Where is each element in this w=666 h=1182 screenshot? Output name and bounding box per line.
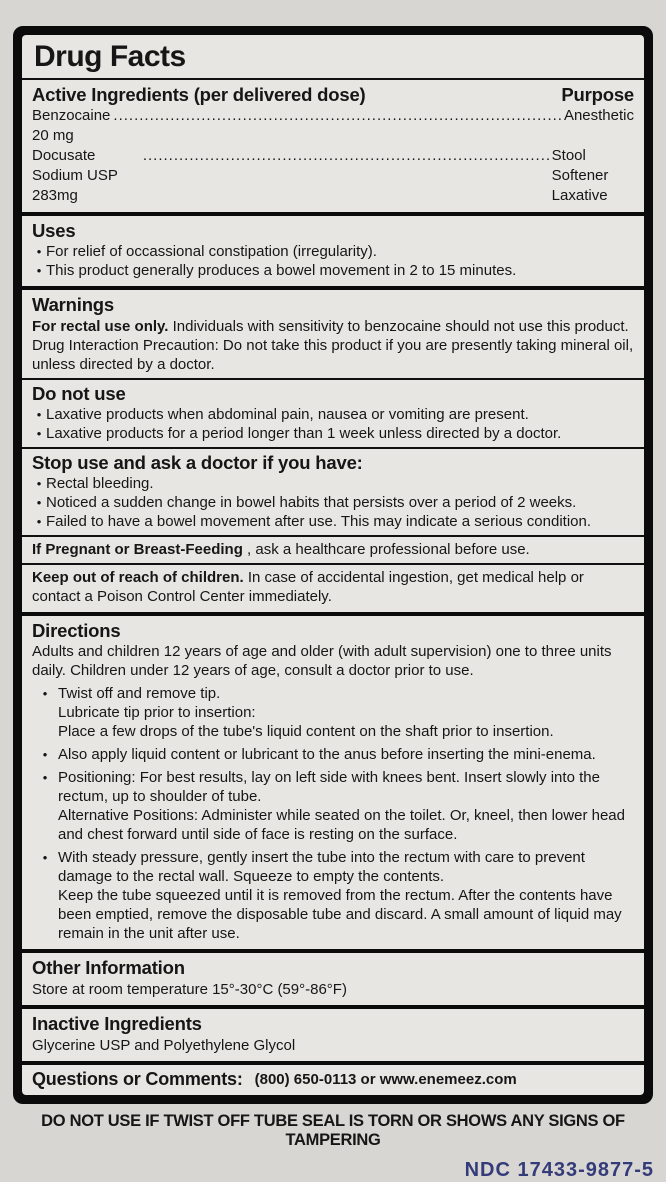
bullet-icon: • <box>36 514 42 529</box>
inactive-ingredients-heading: Inactive Ingredients <box>32 1013 202 1034</box>
dotted-leader <box>113 106 561 126</box>
bullet-icon: • <box>36 407 42 422</box>
storage-instructions: Store at room temperature 15°-30°C (59°-86°F) <box>32 981 347 998</box>
warnings-rectal-use: For rectal use only. Individuals with sensitivity to benzocaine should not use this product. Drug Interaction Precaution: Do not take this product if you are presently taking mineral oil, unless directed by a doctor. <box>32 318 634 373</box>
ingredient-purpose: Stool Softener Laxative <box>551 147 609 204</box>
keep-out-bold: Keep out of reach of children. <box>32 569 244 586</box>
uses-bullet: • For relief of occassional constipation (irregularity). <box>32 242 634 261</box>
do-not-use-bullet: • Laxative products for a period longer than 1 week unless directed by a doctor. <box>32 424 634 443</box>
keep-out-of-reach-warning: Keep out of reach of children. In case of accidental ingestion, get medical help or contact a Poison Control Center immediately. <box>32 569 584 605</box>
ndc-code: NDC 17433-9877-5 <box>464 1159 654 1181</box>
divider <box>22 78 644 80</box>
bullet-icon: • <box>36 476 42 491</box>
bullet-icon: • <box>36 495 42 510</box>
drug-facts-title: Drug Facts <box>34 40 186 73</box>
directions-bullet <box>32 684 634 741</box>
section-active-ingredients <box>22 35 644 212</box>
warnings-heading: Warnings <box>32 294 114 315</box>
section-warnings <box>22 290 644 612</box>
bullet-icon: • <box>42 770 48 785</box>
active-ingredients-header-row <box>32 83 634 106</box>
pregnant-bold: If Pregnant or Breast-Feeding <box>32 541 243 558</box>
bullet-icon: • <box>42 686 48 701</box>
inactive-ingredients-text: Glycerine USP and Polyethylene Glycol <box>32 1037 296 1054</box>
active-ingredients-heading: Active Ingredients (per delivered dose) <box>32 84 366 105</box>
divider <box>22 563 644 565</box>
ingredient-row <box>32 106 634 146</box>
directions-bullet <box>32 745 634 764</box>
section-uses <box>22 216 644 286</box>
other-information-heading: Other Information <box>32 957 185 978</box>
directions-heading: Directions <box>32 620 121 641</box>
uses-heading: Uses <box>32 220 76 241</box>
stop-use-bullet: • Rectal bleeding. <box>32 474 634 493</box>
section-other-information <box>22 953 644 1005</box>
section-directions <box>22 616 644 949</box>
section-questions <box>22 1065 644 1095</box>
section-inactive-ingredients <box>22 1009 644 1061</box>
stop-use-bullet: • Failed to have a bowel movement after use. This may indicate a serious condition. <box>32 512 634 531</box>
direction-line: Also apply liquid content or lubricant to the anus before inserting the mini-enema. <box>58 746 596 763</box>
questions-heading: Questions or Comments: <box>32 1069 243 1089</box>
divider <box>22 535 644 537</box>
ingredient-name: Docusate Sodium USP 283mg <box>32 147 118 204</box>
directions-intro: Adults and children 12 years of age and older (with adult supervision) one to three units daily. Children under 12 years of age, consult a doctor prior to use. <box>32 643 612 679</box>
ingredient-name: Benzocaine 20 mg <box>32 107 111 144</box>
do-not-use-heading: Do not use <box>32 383 126 404</box>
bullet-icon: • <box>42 747 48 762</box>
divider <box>22 378 644 380</box>
purpose-heading: Purpose <box>561 84 634 105</box>
direction-line: Place a few drops of the tube's liquid content on the shaft prior to insertion. <box>58 723 554 740</box>
divider <box>22 447 644 449</box>
rectal-use-bold: For rectal use only. <box>32 318 169 335</box>
questions-contact: (800) 650-0113 or www.enemeez.com <box>254 1071 517 1088</box>
pregnant-warning: If Pregnant or Breast-Feeding , ask a healthcare professional before use. <box>32 541 530 558</box>
direction-line: Keep the tube squeezed until it is removed from the rectum. After the contents have been emptied, remove the disposable tube and discard. A small amount of liquid may remain in the unit after use. <box>58 887 622 942</box>
ingredient-purpose: Anesthetic <box>563 107 634 124</box>
bullet-icon: • <box>36 244 42 259</box>
dotted-leader <box>143 146 549 166</box>
bullet-icon: • <box>36 426 42 441</box>
directions-bullet <box>32 768 634 844</box>
direction-line: Alternative Positions: Administer while seated on the toilet. Or, kneel, then lower head and chest forward until side of face is resting on the surface. <box>58 807 625 843</box>
stop-use-bullet: • Noticed a sudden change in bowel habits that persists over a period of 2 weeks. <box>32 493 634 512</box>
direction-line: Twist off and remove tip. <box>58 685 221 702</box>
directions-bullet <box>32 848 634 943</box>
drug-facts-label <box>13 26 653 1104</box>
do-not-use-bullet: • Laxative products when abdominal pain, nausea or vomiting are present. <box>32 405 634 424</box>
stop-use-heading: Stop use and ask a doctor if you have: <box>32 452 363 473</box>
direction-line: With steady pressure, gently insert the tube into the rectum with care to prevent damage to the rectal wall. Squeeze to empty the contents. <box>58 849 585 885</box>
bullet-icon: • <box>42 850 48 865</box>
ingredient-row <box>32 146 634 206</box>
direction-line: Lubricate tip prior to insertion: <box>58 704 256 721</box>
uses-bullet: • This product generally produces a bowel movement in 2 to 15 minutes. <box>32 261 634 280</box>
direction-line: Positioning: For best results, lay on left side with knees bent. Insert slowly into the rectum, up to shoulder of tube. <box>58 769 600 805</box>
bullet-icon: • <box>36 263 42 278</box>
tamper-warning: DO NOT USE IF TWIST OFF TUBE SEAL IS TORN OR SHOWS ANY SIGNS OF TAMPERING <box>41 1112 625 1149</box>
